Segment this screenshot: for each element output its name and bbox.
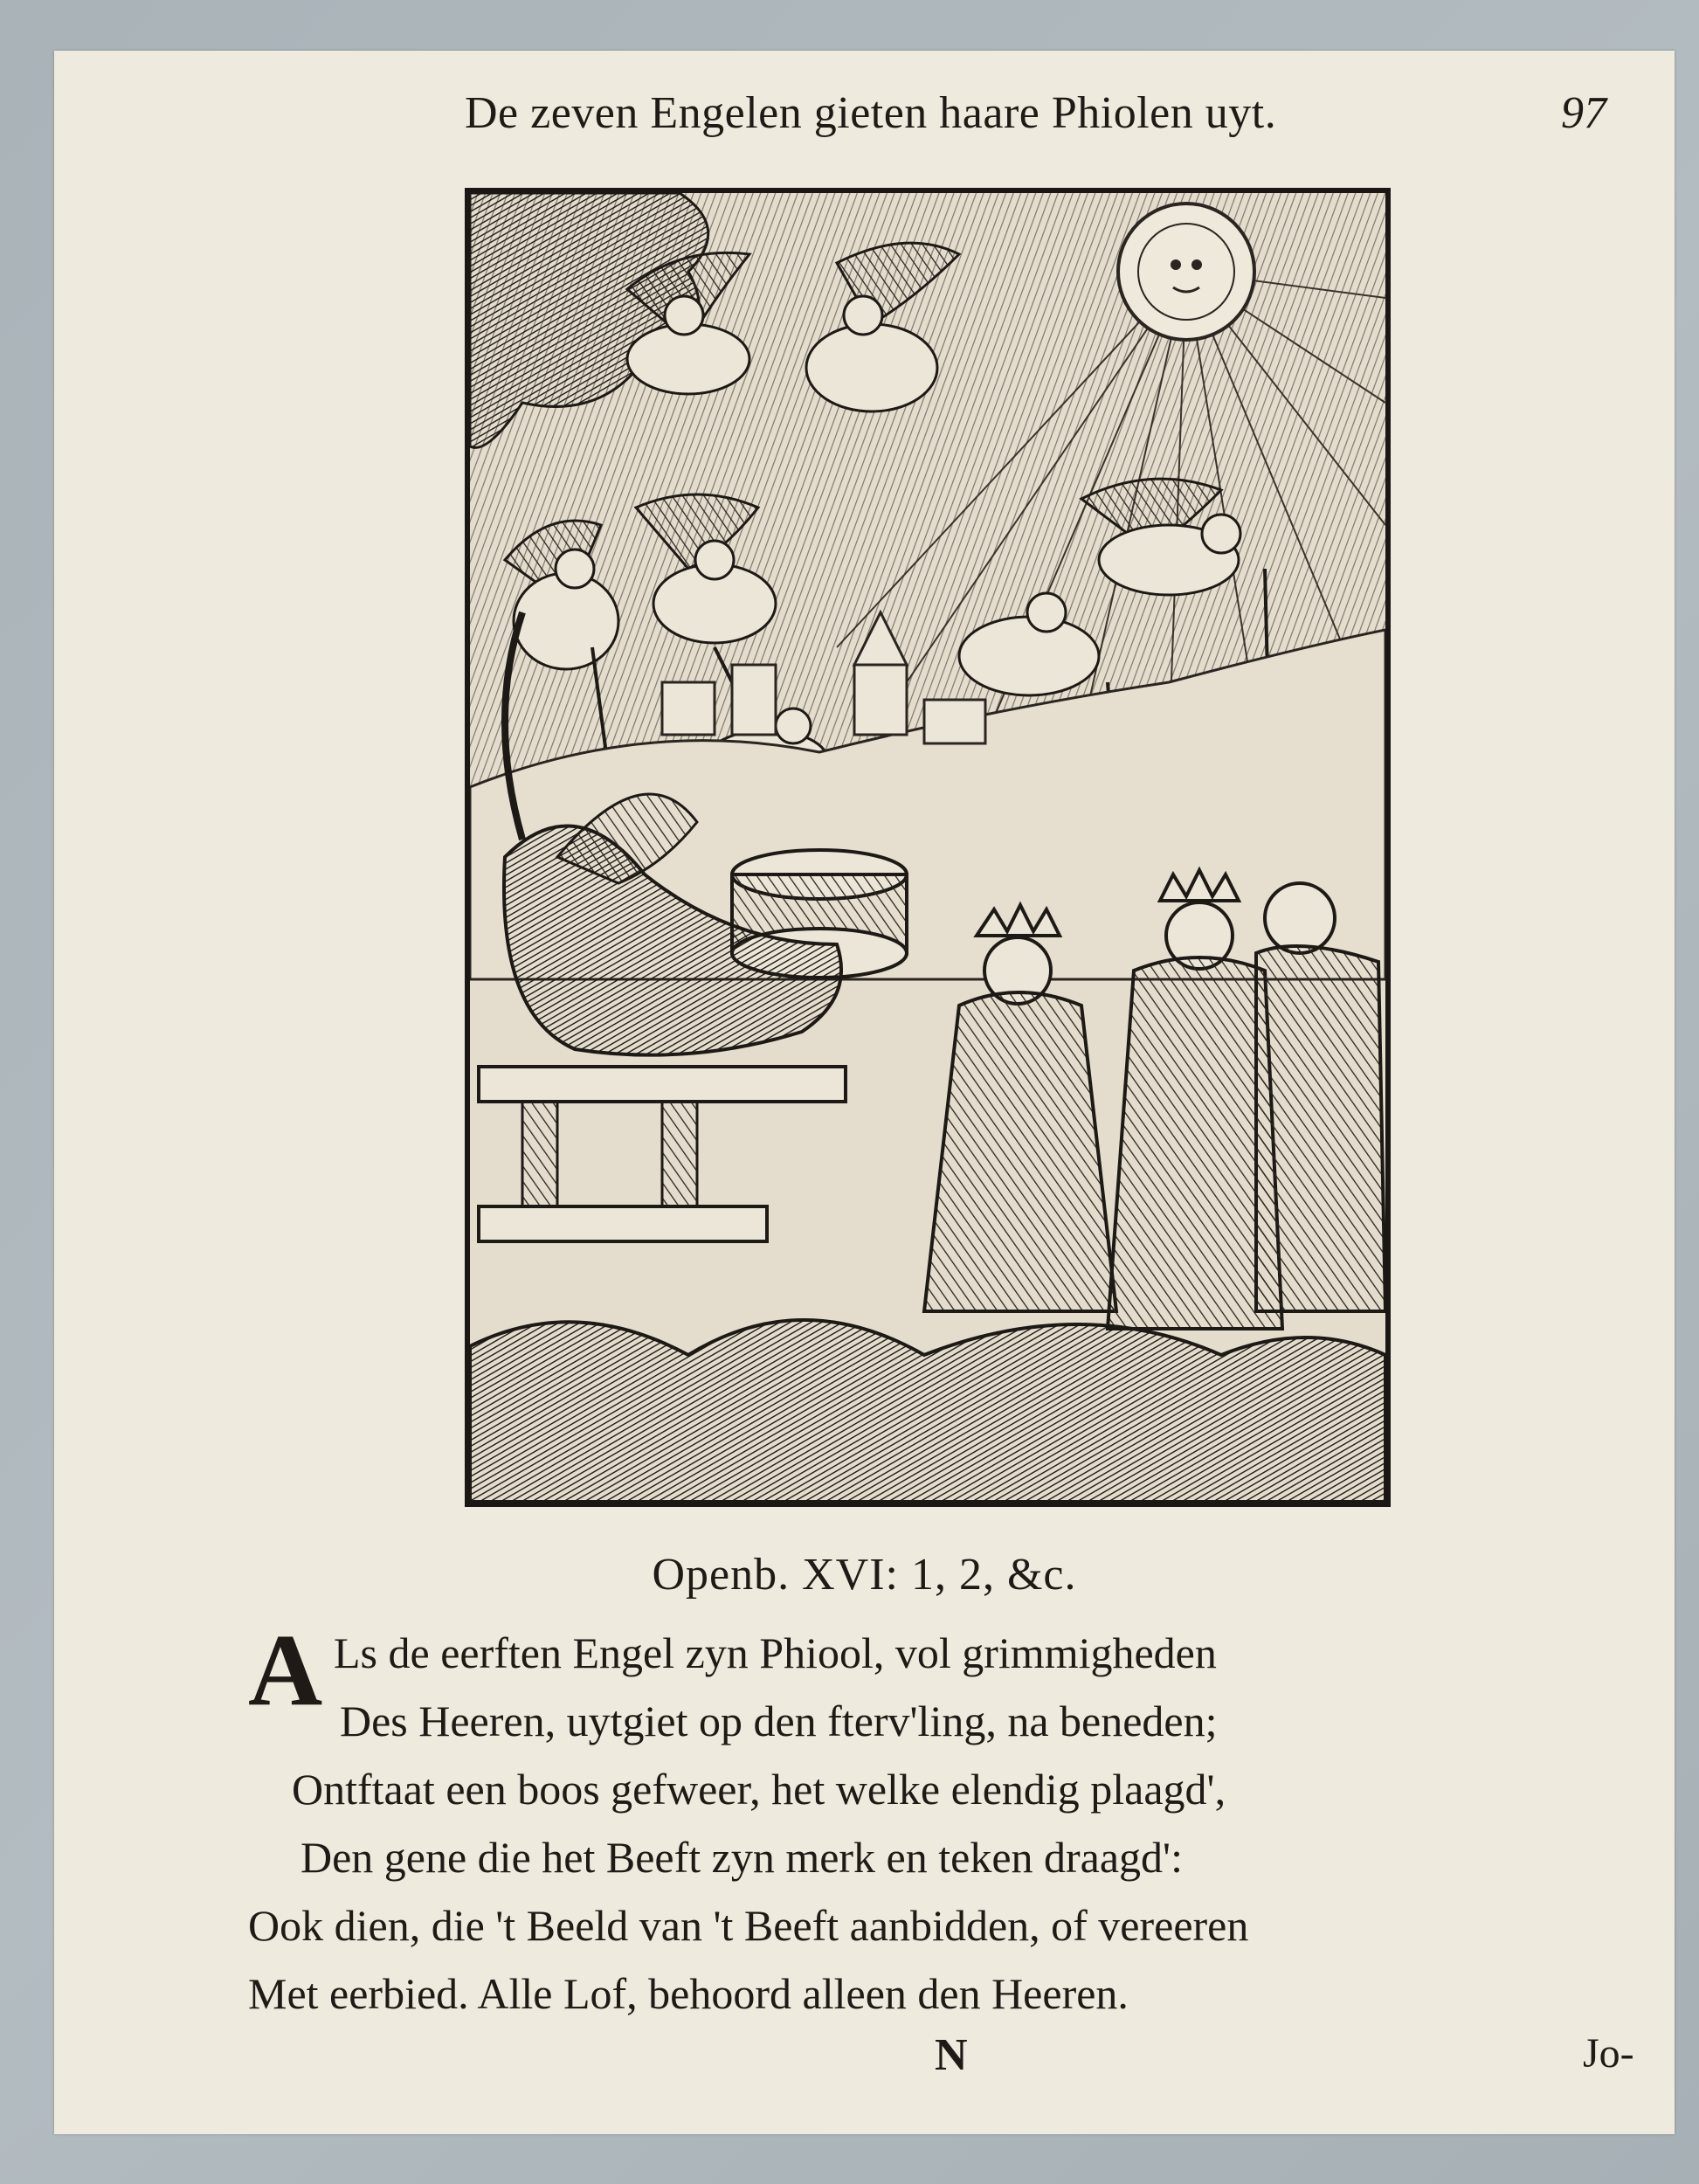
verse-line: Met eerbied. Alle Lof, behoord alleen den Heeren. [248,1969,1129,2018]
verse-line: Den gene die het Beeft zyn merk en teken draagd': [300,1833,1183,1882]
verse-line: Ook dien, die 't Beeld van 't Beeft aanbidden, of vereeren [248,1901,1249,1950]
running-title: De zeven Engelen gieten haare Phiolen uyt. [465,88,1277,138]
verse-line: Ontftaat een boos gefweer, het welke elendig plaagd', [292,1765,1226,1814]
woodcut-illustration [465,188,1391,1507]
signature-mark: N [935,2030,968,2080]
verse-line: Des Heeren, uytgiet op den fterv'ling, na beneden; [340,1697,1218,1745]
scripture-reference: Openb. XVI: 1, 2, &c. [652,1550,1077,1600]
woodcut-angels-pouring-vials-icon [470,193,1385,1502]
page-number: 97 [1561,88,1606,138]
verse-line: Ls de eerften Engel zyn Phiool, vol grimmigheden [334,1628,1217,1677]
catchword: Jo- [1583,2030,1634,2077]
verse-block [248,1613,1558,2028]
drop-cap: A [248,1613,323,1727]
book-page [54,51,1675,2134]
